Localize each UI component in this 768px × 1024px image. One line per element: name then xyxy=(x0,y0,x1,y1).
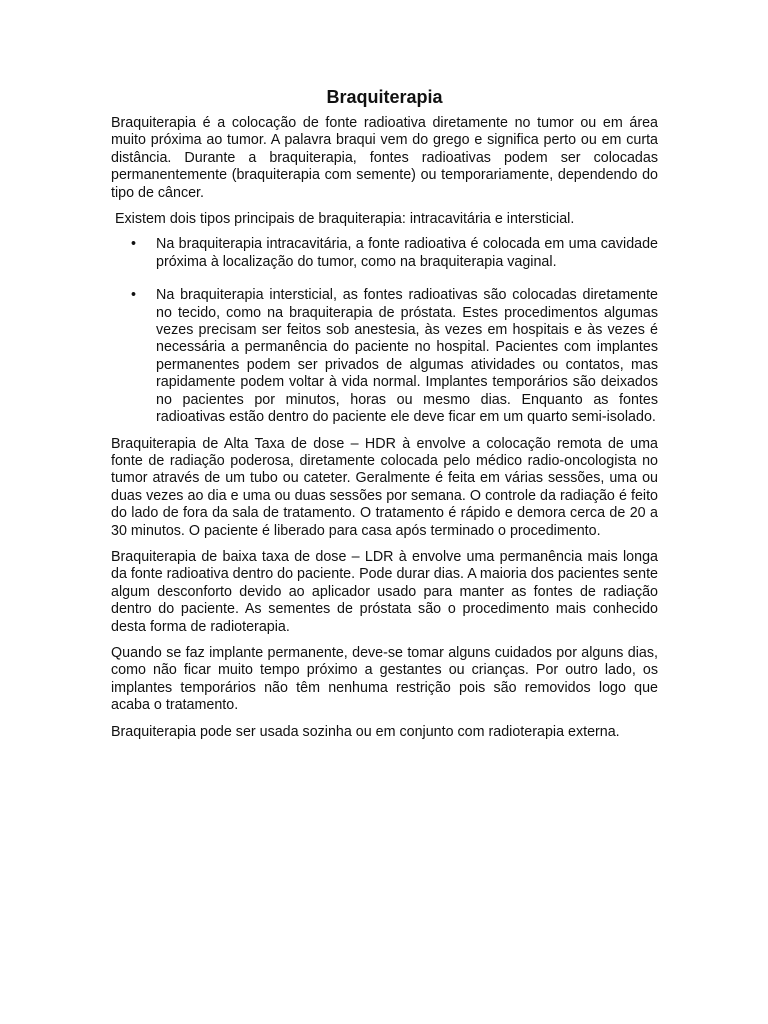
list-item xyxy=(111,287,658,426)
bullet-marker: • xyxy=(131,236,137,253)
list-item xyxy=(111,236,658,271)
hdr-paragraph: Braquiterapia de Alta Taxa de dose – HDR à envolve a colocação remota de uma fonte de radiação poderosa, diretamente colocada pelo médico radio-oncologista no tumor através de um tubo ou cateter. Geralmente é feita em várias sessões, uma ou duas vezes ao dia e uma ou duas sessões por semana. O controle da radiação é feito do lado de fora da sala de tratamento. O tratamento é rápido e demora cerca de 20 a 30 minutos. O paciente é liberado para casa após terminado o procedimento. xyxy=(111,435,658,539)
bullet-text-intracavitary: Na braquiterapia intracavitária, a fonte radioativa é colocada em uma cavidade próxima à localização do tumor, como na braquiterapia vaginal. xyxy=(156,236,658,270)
document-title: Braquiterapia xyxy=(326,87,443,107)
types-bullet-list xyxy=(111,236,658,426)
final-paragraph: Braquiterapia pode ser usada sozinha ou em conjunto com radioterapia externa. xyxy=(111,723,620,740)
intro-paragraph: Braquiterapia é a colocação de fonte radioativa diretamente no tumor ou em área muito próxima ao tumor. A palavra braqui vem do grego e significa perto ou em curta distância. Durante a braquiterapia, fontes radioativas podem ser colocadas permanentemente (braquiterapia com semente) ou temporariamente, dependendo do tipo de câncer. xyxy=(111,115,658,201)
bullet-marker: • xyxy=(131,287,137,304)
bullet-text-interstitial: Na braquiterapia intersticial, as fontes radioativas são colocadas diretamente no tecido, como na braquiterapia de próstata. Estes procedimentos algumas vezes precisam ser feitos sob anestesia, às vezes em hospitais e às vezes é necessária a permanência do paciente no hospital. Pacientes com implantes permanentes podem ser privados de algumas atividades ou contatos, mas rapidamente podem voltar à vida normal. Implantes temporários são deixados no pacientes por minutos, horas ou mesmo dias. Enquanto as fontes radioativas estão dentro do paciente ele deve ficar em um quarto semi-isolado. xyxy=(156,287,658,426)
types-intro-text: Existem dois tipos principais de braquiterapia: intracavitária e intersticial. xyxy=(115,211,575,228)
document-page xyxy=(111,86,658,750)
care-paragraph: Quando se faz implante permanente, deve-se tomar alguns cuidados por alguns dias, como não ficar muito tempo próximo a gestantes ou crianças. Por outro lado, os implantes temporários não têm nenhuma restrição pois são removidos logo que acaba o tratamento. xyxy=(111,644,658,714)
ldr-paragraph: Braquiterapia de baixa taxa de dose – LDR à envolve uma permanência mais longa da fonte radioativa dentro do paciente. Pode durar dias. A maioria dos pacientes sente algum desconforto devido ao aplicador usado para manter as fontes de radiação dentro do paciente. As sementes de próstata são o procedimento mais conhecido desta forma de radioterapia. xyxy=(111,548,658,635)
